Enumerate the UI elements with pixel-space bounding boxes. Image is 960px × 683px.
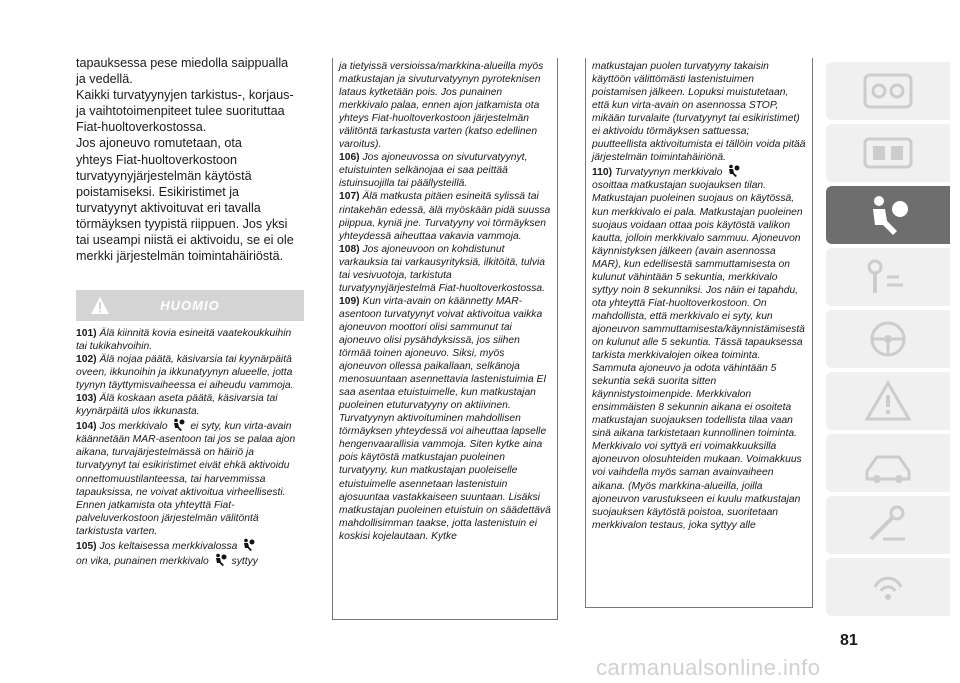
text-line: Kaikki turvatyynyjen tarkistus-, korjaus- bbox=[76, 88, 294, 103]
note-number: 106) bbox=[339, 152, 360, 164]
watermark: carmanualsonline.info bbox=[596, 655, 821, 680]
note-number: 101) bbox=[76, 328, 97, 339]
warning-triangle-icon bbox=[853, 379, 923, 423]
text-line: törmäyksen tyypistä riippuen. Jos yksi bbox=[76, 216, 288, 231]
text-line: Fiat-huoltoverkostossa. bbox=[76, 120, 207, 135]
car-dashboard-icon bbox=[853, 69, 923, 113]
text-line: Jos ajoneuvo romutetaan, ota bbox=[76, 136, 242, 151]
note-text: Kun virta-avain on käännetty MAR-asentoon turvatyynyt voivat aktivoitua vaikka ajoneuvon moottori olisi sammunut tai ajoneuvo olisi pysähdyksissä, jos siihen törmää toinen ajoneuvo. Siksi, myös ajoneuvon ollessa paikallaan, selkänoja menosuuntaan asennettavia lastenistuimia EI saa asentaa etuistuimelle, kun matkustajan puoleinen etuturvatyyny on aktiivinen. Turvatyynyn aktivoituminen mahdollisen törmäyksen yhteydessä voi aiheuttaa lapselle hengenvaarallisia vammoja. Siten kytke aina pois käytöstä matkustajan puoleinen turvatyyny, kun matkustajan puoleiselle etuistuimelle asennetaan lastenistuin ajosuuntaa vastakkaiseen suuntaan. Lisäksi matkustajan puoleinen etuistuin on säädettävä mahdollisimman taakse, jotta lastenistuin ei koskisi kojelautaan. Kytke bbox=[339, 295, 551, 542]
note-block: matkustajan puolen turvatyyny takaisin käyttöön välittömästi lastenistuimen poistamisen jälkeen. Lopuksi muistutetaan, että kun virta-avain on asennossa STOP, mikään turvalaite (turvatyynyt tai esikiristimet) ei aktivoidu törmäyksen sattuessa; puutteellista aktivoitumista ei tällöin voida pitää järjestelmän toimintahäiriönä. bbox=[592, 61, 806, 164]
text-line: turvatyynyjärjestelmän käytöstä bbox=[76, 168, 252, 183]
page-number: 81 bbox=[840, 632, 858, 649]
note-text: osoittaa matkustajan suojauksen tilan. Matkustajan puoleinen suojaus on käytössä, kun merkkivalo ei pala. Matkustajan puoleinen suojaus voidaan ottaa pois käytöstä valikon kautta, jolloin merkkivalo sammuu. Ajoneuvon käynnistyksen jälkeen (avain asennossa MAR), kun edellisestä sammuttamisesta on kulunut vähintään 5 sekuntia, merkkivalo syttyy noin 8 sekunniksi. Jos näin ei tapahdu, ota yhteyttä Fiat-huoltoverkostoon. On mahdollista, että merkkivalo ei syty, kun ajoneuvon sammuttamisesta/käynnistämisestä on kulunut alle 5 sekuntia. Tässä tapauksessa tarkista merkkivalojen oikea toiminta. Sammuta ajoneuvo ja odota vähintään 5 sekuntia sekä suorita sitten käynnistystoimenpide. Merkkivalon ensimmäisten 8 sekunnin aikana ei osoiteta matkustajan suojauksen todellista tilaa vaan sinä aikana tarkistetaan kunnollinen toiminta. Merkkivalo voi syttyä eri voimakkuuksilla ajoneuvon olosuhteiden mukaan. Voimakkuus voi vaihdella myös saman avainvaiheen aikana. (Myös markkina-alueilla, joilla ajoneuvon varustukseen ei kuulu matkustajan suojauksen käytöstä poistoa, suoritetaan merkkivalon testaus, joka syttyy alle bbox=[592, 180, 805, 531]
note-number: 109) bbox=[339, 295, 360, 307]
side-tab-driving[interactable] bbox=[826, 310, 950, 368]
text-line: ja vaihtotoimenpiteet tulee suorituttaa bbox=[76, 104, 285, 119]
side-tab-dashboard[interactable] bbox=[826, 62, 950, 120]
warning-notice bbox=[76, 290, 304, 568]
side-tab-multimedia[interactable] bbox=[826, 558, 950, 616]
notes-column-3 bbox=[585, 58, 813, 608]
side-tab-start[interactable] bbox=[826, 248, 950, 306]
note-number: 104) bbox=[76, 421, 97, 433]
note-text: Älä matkusta pitäen esineitä sylissä tai rintakehän edessä, älä myöskään pidä suussa piippua, kyniä jne. Turvatyyny voi törmäyksen yhteydessä aiheuttaa vakavia vammoja. bbox=[339, 191, 551, 242]
note-number: 105) bbox=[76, 540, 97, 552]
notice-header bbox=[76, 290, 304, 321]
body-text-column-1 bbox=[76, 55, 304, 264]
side-tab-maintenance[interactable] bbox=[826, 434, 950, 492]
text-line: yhteys Fiat-huoltoverkostoon bbox=[76, 152, 238, 167]
text-line: merkki järjestelmän toimintahäiriöstä. bbox=[76, 249, 284, 264]
note-text: Turvatyynyn merkkivalo bbox=[614, 167, 723, 179]
note-text: ei syty, kun virta-avain käännetään MAR-asentoon tai jos se palaa ajon aikana, turvajärjestelmässä on häiriö ja turvatyynyt tai esikiristimet eivät ehkä aktivoidu onnettomuustilanteessa, tai harvemmissa tapauksissa, ne voivat aktivoitua virheellisesti. Ennen jatkamista ota yhteyttä Fiat-palveluverkostoon järjestelmän välitöntä tarkistusta varten. bbox=[76, 421, 296, 537]
notice-title: HUOMIO bbox=[160, 298, 220, 313]
note-text: Jos merkkivalo bbox=[99, 421, 168, 433]
note-104 bbox=[76, 418, 304, 537]
note-text: Älä kiinnitä kovia esineitä vaatekoukkuihin tai tukikahvoihin. bbox=[76, 328, 292, 353]
side-tab-safety[interactable] bbox=[826, 186, 950, 244]
note-number: 102) bbox=[76, 354, 97, 366]
note-text: Jos ajoneuvossa on sivuturvatyynyt, etuistuinten selkänojaa ei saa peittää istuinsuojilla tai päällysteillä. bbox=[339, 152, 528, 190]
note-number: 108) bbox=[339, 243, 360, 255]
text-line: tai useampi niistä ei aktivoidu, se ei ole bbox=[76, 233, 294, 248]
steering-wheel-icon bbox=[853, 317, 923, 361]
note-text: Älä koskaan aseta päätä, käsivarsia tai kyynärpäitä ulos ikkunasta. bbox=[76, 393, 278, 418]
note-text: syttyy bbox=[231, 555, 258, 567]
tools-icon bbox=[853, 503, 923, 547]
note-number: 103) bbox=[76, 393, 97, 405]
note-number: 110) bbox=[592, 167, 613, 179]
key-icon bbox=[853, 255, 923, 299]
note-108 bbox=[339, 243, 551, 295]
notes-column-2 bbox=[332, 58, 558, 620]
airbag-seat-icon bbox=[853, 193, 923, 237]
note-number: 107) bbox=[339, 191, 360, 203]
note-block bbox=[339, 60, 551, 151]
text-line: ja vedellä. bbox=[76, 72, 133, 87]
note-text: Jos keltaisessa merkkivalossa bbox=[99, 540, 238, 552]
notice-notes bbox=[76, 321, 304, 568]
airbag-warning-icon bbox=[172, 418, 185, 431]
side-tab-specs[interactable] bbox=[826, 496, 950, 554]
info-display-icon bbox=[853, 131, 923, 175]
note-text: on vika, punainen merkkivalo bbox=[76, 555, 209, 567]
note-106 bbox=[339, 151, 551, 190]
note-107 bbox=[339, 190, 551, 242]
note-103 bbox=[76, 392, 304, 418]
note-109 bbox=[339, 295, 551, 543]
note-102 bbox=[76, 353, 304, 392]
multimedia-icon bbox=[853, 565, 923, 609]
note-110 bbox=[592, 164, 806, 531]
airbag-warning-icon bbox=[242, 538, 255, 551]
side-tab-emergency[interactable] bbox=[826, 372, 950, 430]
wrench-car-icon bbox=[853, 441, 923, 485]
note-text: Älä nojaa päätä, käsivarsia tai kyynärpäitä oveen, ikkunoihin ja ikkunatyynyn alueelle, jotta tyynyn täyttymisvaiheessa ei aiheudu vammoja. bbox=[76, 354, 294, 392]
airbag-warning-icon bbox=[727, 164, 740, 177]
note-text: ja tietyissä versioissa/markkina-alueilla myös matkustajan ja sivuturvatyynyn pyroteknisen lataus kytketään pois. Jos punainen merkkivalo palaa, ennen ajon jatkamista ota yhteys Fiat-huoltoverkostoon järjestelmän välitöntä tarkastusta varten (katso edellinen varoitus). bbox=[339, 61, 544, 151]
note-101 bbox=[76, 327, 304, 353]
text-line: turvatyynyt aktivoituvat eri tavalla bbox=[76, 200, 261, 215]
text-line: poistamiseksi. Esikiristimet ja bbox=[76, 184, 240, 199]
airbag-warning-icon bbox=[214, 553, 227, 566]
note-text: Jos ajoneuvoon on kohdistunut varkauksia tai varkausyrityksiä, ilkitöitä, tulvia tai vesivuotoja, tarkistuta turvatyynyjärjestelmä Fiat-huoltoverkostossa. bbox=[339, 243, 546, 294]
side-tab-display[interactable] bbox=[826, 124, 950, 182]
text-line: tapauksessa pese miedolla saippualla bbox=[76, 56, 289, 70]
note-105 bbox=[76, 538, 304, 568]
